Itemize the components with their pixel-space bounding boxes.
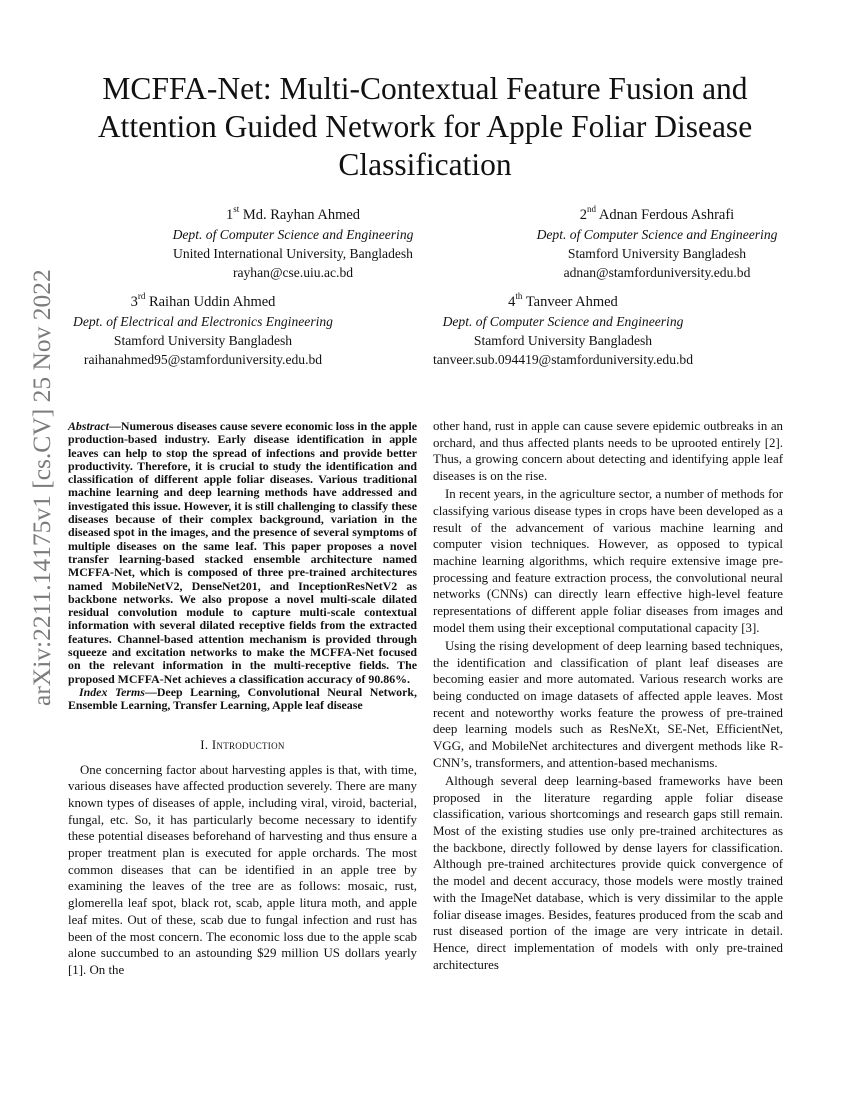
author-ordinal: 1 — [225, 207, 234, 223]
author-ordinal-suffix: rd — [137, 291, 146, 302]
arxiv-identifier-text: arXiv:2211.14175v1 [cs.CV] 25 Nov 2022 — [27, 269, 56, 706]
author-email[interactable]: tanveer.sub.094419@stamforduniversity.edu.bd — [432, 352, 694, 367]
author-email[interactable]: adnan@stamforduniversity.edu.bd — [563, 265, 751, 280]
author-ordinal-suffix: st — [233, 204, 240, 215]
author-ordinal-suffix: th — [515, 291, 523, 302]
body-paragraph: One concerning factor about harvesting apples is that, with time, various diseases have affected production severely. There are many known types of diseases of apple, including viral, viroid, bacterial, fungal, etc. So, it has particularly become necessary to identify these potential diseases beforehand of harvesting and thus ensure a proper treatment plan is executed for apple orchards. The most common diseases that can be identified in an apple tree by examining the leaves of the tree are as follows: mosaic, rust, glomerella leaf spot, black rot, scab, apple litura moth, and apple leaf mites. Out of these, scab due to fungal infection and rust has been of the most concern. The economic loss due to the apple scab alone succumbed to an astounding $29 million US dollars yearly [1]. On the — [68, 762, 417, 977]
abstract-text: —Numerous diseases cause severe economic loss in the apple production-based industry. Early disease identification in apple leaves can help to stop the spread of infections and provide better productivity. Therefore, it is crucial to study the identification and classification of different apple foliar diseases. Various traditional machine learning and deep learning methods have addressed and investigated this issue. However, it is still challenging to classify these diseases because of their complex background, variation in the diseased spot in the images, and the presence of several symptoms of multiple diseases on the same leaf. This paper proposes a novel transfer learning-based stacked ensemble architecture named MCFFA-Net, which is composed of three pre-trained architectures named MobileNetV2, DenseNet201, and InceptionResNetV2 as backbone networks. We also propose a novel multi-scale dilated residual convolution module to capture multi-scale contextual information with several dilated receptive fields from the extracted features. Channel-based attention mechanism is provided through squeeze and excitation networks to make the MCFFA-Net focused on the relevant information in the multi-receptive fields. The proposed MCFFA-Net achieves a classification accuracy of 90.86%. — [68, 419, 417, 686]
abstract — [68, 420, 417, 713]
author-name: Md. Rayhan Ahmed — [242, 207, 361, 223]
author-block-1 — [120, 206, 466, 282]
author-block-2 — [484, 206, 830, 282]
author-department: Dept. of Electrical and Electronics Engineering — [73, 314, 333, 329]
author-affiliation: Stamford University Bangladesh — [567, 246, 747, 261]
section-title: Introduction — [211, 737, 285, 752]
author-ordinal: 3 — [130, 294, 138, 310]
introduction-body-left — [68, 762, 417, 979]
author-affiliation: United International University, Bangladesh — [173, 246, 413, 261]
author-block-4 — [390, 293, 736, 369]
section-numeral: I. — [200, 737, 212, 752]
author-ordinal-suffix: nd — [587, 204, 597, 215]
abstract-lead: Abstract — [68, 419, 109, 433]
body-paragraph: Although several deep learning-based frameworks have been proposed in the literature regarding apple foliar disease classification, various shortcomings and research gaps still remain. Most of the existing studies use only pre-trained architectures as the backbone, directly followed by dense layers for classification. Although pre-trained architectures provide quick convergence of the model and decent accuracy, those models were mostly trained with the ImageNet database, which is very dissimilar to the apple foliar disease images. Besides, features produced from the scab and rust diseased portion of the image are very intricate in detail. Hence, direct implementation of models with only pre-trained architectures — [433, 773, 783, 972]
author-department: Dept. of Computer Science and Engineering — [172, 227, 414, 242]
author-affiliation: Stamford University Bangladesh — [473, 333, 653, 348]
body-paragraph: In recent years, in the agriculture sector, a number of methods for classifying various disease types in crops have been developed as a result of the advancement of various machine learning and computer vision techniques. However, as opposed to typical machine learning algorithms, which require extensive image pre-processing and feature extraction process, the convolutional neural networks (CNNs) can directly learn effective high-level feature representations of different apple foliar diseases from images and model them using their exceptional computational capacity [3]. — [433, 487, 783, 635]
author-department: Dept. of Computer Science and Engineering — [442, 314, 684, 329]
author-name: Adnan Ferdous Ashrafi — [598, 207, 735, 223]
author-block-3 — [30, 293, 376, 369]
right-column — [433, 418, 783, 973]
index-terms-text: —Deep Learning, Convolutional Neural Network, Ensemble Learning, Transfer Learning, Apple leaf disease — [68, 684, 417, 713]
author-affiliation: Stamford University Bangladesh — [113, 333, 293, 348]
author-ordinal: 2 — [579, 207, 588, 223]
body-paragraph: Using the rising development of deep learning based techniques, the identification and classification of plant leaf diseases are becoming easier and more automated. Various research works are being conducted on image datasets of affected apple leaves. Most recent and noteworthy works feature the prowess of pre-trained deep learning models such as ResNeXt, SE-Net, EfficientNet, VGG, and MobileNet architectures and divergent methods like R-CNN’s, transformers, and attention-based mechanisms. — [433, 638, 783, 770]
body-paragraph: other hand, rust in apple can cause severe epidemic outbreaks in an orchard, and thus affected plants needs to be uprooted entirely [2]. Thus, a growing concern about detecting and identifying apple leaf diseases is on the rise. — [433, 419, 783, 484]
author-name: Tanveer Ahmed — [525, 294, 618, 310]
index-terms — [68, 686, 417, 713]
index-terms-lead: Index Terms — [79, 684, 145, 699]
author-name: Raihan Uddin Ahmed — [148, 294, 276, 310]
author-email[interactable]: raihanahmed95@stamforduniversity.edu.bd — [83, 352, 323, 367]
abstract-paragraph — [68, 420, 417, 686]
author-department: Dept. of Computer Science and Engineering — [536, 227, 778, 242]
paper-title: MCFFA-Net: Multi-Contextual Feature Fusion and Attention Guided Network for Apple Foliar Disease Classification — [97, 71, 753, 182]
left-column — [68, 420, 417, 979]
section-heading-introduction — [68, 737, 417, 753]
author-email[interactable]: rayhan@cse.uiu.ac.bd — [232, 265, 354, 280]
author-ordinal: 4 — [508, 294, 516, 310]
